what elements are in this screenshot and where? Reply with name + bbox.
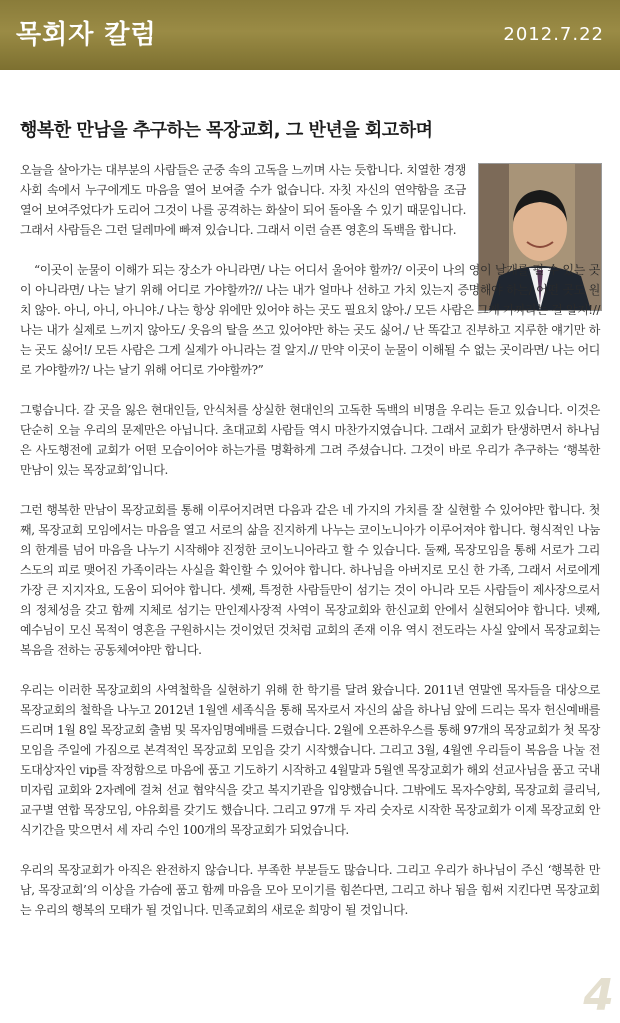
column-title: 목회자 칼럼 <box>16 20 157 50</box>
article-paragraph: 그런 행복한 만남이 목장교회를 통해 이루어지려면 다음과 같은 네 가지의 가치를 잘 실현할 수 있어야만 합니다. 첫째, 목장교회 모임에서는 마음을 열고 서로의 삶을 진지하게 나누는 코이노니아가 이루어져야 합니다. 형식적인 나눔의 한계를 넘어 마음을 나누기 시작해야 진정한 코이노니아라고 할 수 있습니다. 둘째, 목장모임을 통해 서로가 그리스도의 피로 맺어진 가족이라는 사실을 확인할 수 있어야 합니다. 하나님을 아버지로 모신 한 가족, 그래서 서로에게 가장 큰 지지자요, 도움이 되어야 합니다. 셋째, 특정한 사람들만이 섬기는 것이 아니라 모든 사람들이 제사장으로서의 정체성을 갖고 함께 지체로 섬기는 만인제사장적 사역이 목장교회와 한신교회 안에서 실현되어야 합니다. 넷째, 예수님이 모신 목적이 영혼을 구원하시는 것이었던 것처럼 교회의 존재 이유 역시 전도라는 사실 앞에서 목장교회는 복음을 전하는 공동체여야만 합니다. <box>20 503 600 657</box>
column-date: 2012.7.22 <box>503 24 604 45</box>
article-body <box>20 160 600 940</box>
column-header-bar <box>0 0 620 70</box>
article-paragraph: 그렇습니다. 갈 곳을 잃은 현대인들, 안식처를 상실한 현대인의 고독한 독백의 비명을 우리는 듣고 있습니다. 이것은 단순히 오늘 우리의 문제만은 아닙니다. 초대교회 사람들 역시 마찬가지였습니다. 그래서 교회가 탄생하면서 하나님은 사도행전에 교회가 어떤 모습이어야 하는가를 명확하게 그려 주셨습니다. 그것이 바로 우리가 추구하는 ‘행복한 만남이 있는 목장교회’입니다. <box>20 403 600 477</box>
page-number: 4 <box>583 970 614 1021</box>
article-paragraph: 우리는 이러한 목장교회의 사역철학을 실현하기 위해 한 학기를 달려 왔습니다. 2011년 연말엔 목자들을 대상으로 목장교회의 철학을 나누고 2012년 1월엔 세족식을 통해 목자로서 자신의 삶을 하나님 앞에 드리는 목자 헌신예배를 드리며 1월 8일 목장교회 출범 및 목자임명예배를 드렸습니다. 2월에 오픈하우스를 통해 97개의 목장교회가 첫 목장모임을 주일에 가짐으로 본격적인 목장교회 모임을 갖기 시작했습니다. 그리고 3월, 4월엔 우리들이 복음을 나눌 전도대상자인 vip를 작정함으로 마음에 품고 기도하기 시작하고 4월말과 5월엔 목장교회가 해외 선교사님을 품고 국내 미자립 교회와 2자례에 걸쳐 선교 협약식을 갖고 복지기관을 입양했습니다. 그밖에도 목자수양회, 목장교회 클리닉, 교구별 연합 목장모임, 야유회를 갖기도 했습니다. 그리고 97개 두 자리 숫자로 시작한 목장교회가 이제 목장교회 안식기간을 맞으면서 세 자리 수인 100개의 목장교회가 되었습니다. <box>20 683 600 837</box>
article-quote-paragraph: “이곳이 눈물이 이해가 되는 장소가 아니라면/ 나는 어디서 울어야 할까?/ 이곳이 나의 영이 날개를 펼 수 있는 곳이 아니라면/ 나는 날기 위해 어디로 가야할까?// 나는 내가 얼마나 선하고 가치 있는지 증명해야 하는/ 어떤 곳도 원치 않아. 아니, 아니, 아니야./ 나는 항상 위에만 있어야 하는 곳도 필요치 않아./ 모든 사람은 그게 가짜라는 걸 알지!// 나는 내가 실제로 느끼지 않아도/ 웃음의 탈을 쓰고 있어야만 하는 곳도 싫어./ 난 똑같고 진부하고 지루한 얘기만 하는 곳도 싫어!/ 모든 사람은 그게 실제가 아니라는 걸 알지.// 만약 이곳이 눈물이 이해될 수 없는 곳이라면/ 나는 어디로 가야할까?/ 나는 날기 위해 어디로 가야할까?” <box>20 263 600 377</box>
article-headline: 행복한 만남을 추구하는 목장교회, 그 반년을 회고하며 <box>20 120 433 141</box>
article-paragraph: 오늘을 살아가는 대부분의 사람들은 군중 속의 고독을 느끼며 사는 듯합니다. 치열한 경쟁 사회 속에서 누구에게도 마음을 열어 보여줄 수가 없습니다. 자칫 자신의 연약함을 조금 열어 보여주었다가 도리어 그것이 나를 공격하는 화살이 되어 돌아올 수 있기 때문입니다. 그래서 사람들은 그런 딜레마에 빠져 있습니다. 그래서 이런 슬픈 영혼의 독백을 합니다. <box>20 163 466 237</box>
article-paragraph: 우리의 목장교회가 아직은 완전하지 않습니다. 부족한 부분들도 많습니다. 그리고 우리가 하나님이 주신 ‘행복한 만남, 목장교회’의 이상을 가슴에 품고 함께 마음을 모아 모이기를 힘쓴다면, 그리고 하나 됨을 힘써 지킨다면 목장교회는 우리의 행복의 모태가 될 것입니다. 민족교회의 새로운 희망이 될 것입니다. <box>20 863 600 917</box>
